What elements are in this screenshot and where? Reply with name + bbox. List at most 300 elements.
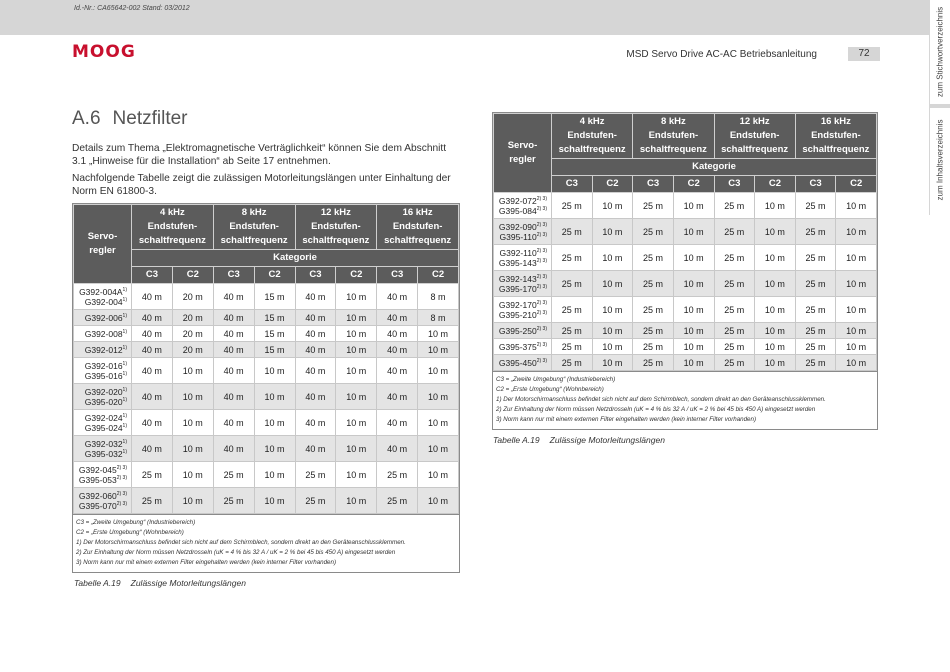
header-frequency-line: Endstufen-: [147, 221, 198, 232]
footnote-ref: 1): [122, 370, 127, 377]
cable-length-cell: 10 m: [336, 342, 377, 358]
header-category-code: C2: [336, 267, 377, 284]
device-code: G395-250: [498, 325, 537, 336]
servo-regler-cell: [74, 310, 132, 326]
device-code: G395-032: [84, 448, 123, 459]
header-frequency-line: 8 kHz: [241, 207, 267, 218]
data-table: [73, 204, 459, 514]
device-code: G395-024: [84, 422, 123, 433]
cable-length-cell: 10 m: [254, 384, 295, 410]
table-head: [74, 205, 459, 284]
footnote-ref: 2) 3): [536, 231, 547, 238]
header-frequency-line: Endstufen-: [392, 221, 443, 232]
cable-length-cell: 15 m: [254, 342, 295, 358]
header-frequency: [633, 114, 714, 159]
cable-length-cell: 10 m: [836, 193, 877, 219]
table-row: [74, 326, 459, 342]
cable-length-cell: 10 m: [418, 326, 459, 342]
cable-length-cell: 25 m: [213, 462, 254, 488]
header-frequency-line: Endstufen-: [567, 130, 617, 141]
header-category-code: C3: [795, 176, 836, 193]
device-code: G392-090: [498, 221, 537, 232]
cable-length-cell: 10 m: [418, 436, 459, 462]
cable-length-cell: 10 m: [254, 436, 295, 462]
cable-length-cell: 40 m: [213, 342, 254, 358]
cable-length-cell: 10 m: [592, 219, 633, 245]
header-category-code: C2: [592, 176, 633, 193]
footnote-ref: 1): [122, 412, 127, 419]
cable-length-cell: 10 m: [755, 355, 796, 371]
header-category-code: C3: [213, 267, 254, 284]
device-code: G392-024: [84, 412, 123, 423]
cable-length-cell: 10 m: [673, 297, 714, 323]
cable-length-cell: 25 m: [295, 488, 336, 514]
cable-length-cell: 10 m: [172, 436, 213, 462]
header-frequency-line: Endstufen-: [811, 130, 861, 141]
header-kategorie: Kategorie: [552, 159, 877, 176]
table-row: [494, 219, 877, 245]
cable-length-cell: 10 m: [592, 339, 633, 355]
header-category-code: C3: [714, 176, 755, 193]
cable-length-cell: 10 m: [336, 358, 377, 384]
cable-length-cell: 20 m: [172, 284, 213, 310]
cable-length-cell: 10 m: [836, 323, 877, 339]
cable-length-cell: 40 m: [132, 410, 173, 436]
footnote-ref: 2) 3): [536, 357, 547, 364]
cable-length-cell: 40 m: [213, 326, 254, 342]
cable-length-cell: 25 m: [377, 488, 418, 514]
header-frequency-line: schaltfrequenz: [384, 235, 452, 246]
servo-regler-cell: [494, 355, 552, 371]
cable-length-cell: 10 m: [592, 323, 633, 339]
table-intro-paragraph: Nachfolgende Tabelle zeigt die zulässigen Motorleitungslängen unter Einhaltung der Norm EN 61800-3.: [72, 173, 451, 197]
header-category-code: C3: [633, 176, 674, 193]
cable-length-cell: 8 m: [418, 284, 459, 310]
header-frequency: [132, 205, 214, 250]
cable-length-cell: 40 m: [132, 284, 173, 310]
cable-length-cell: 10 m: [755, 339, 796, 355]
footnote-ref: 2) 3): [536, 325, 547, 332]
cable-length-cell: 40 m: [377, 342, 418, 358]
table-row: [74, 384, 459, 410]
cable-length-cell: 10 m: [755, 297, 796, 323]
device-code: G392-008: [84, 328, 123, 339]
device-code: G395-450: [498, 357, 537, 368]
cable-length-cell: 10 m: [592, 245, 633, 271]
cable-length-cell: 40 m: [132, 310, 173, 326]
servo-regler-cell: [74, 284, 132, 310]
cable-length-cell: 40 m: [295, 326, 336, 342]
document-id: Id.-Nr.: CA65642-002 Stand: 03/2012: [74, 5, 190, 12]
cable-length-cell: 10 m: [755, 219, 796, 245]
table-row: [494, 271, 877, 297]
footnote-ref: 2) 3): [116, 464, 127, 471]
cable-length-cell: 10 m: [755, 193, 796, 219]
cable-length-cell: 40 m: [295, 410, 336, 436]
device-code: G392-004A: [79, 286, 123, 297]
header-corner-line: regler: [89, 245, 116, 256]
header-frequency: [714, 114, 795, 159]
cable-length-cell: 10 m: [336, 326, 377, 342]
cable-length-cell: 40 m: [377, 410, 418, 436]
header-row-kategorie: [494, 159, 877, 176]
header-servo-regler: [494, 114, 552, 193]
cable-length-cell: 10 m: [336, 310, 377, 326]
device-code: G395-016: [84, 370, 123, 381]
cable-length-cell: 10 m: [673, 193, 714, 219]
cable-length-cell: 10 m: [673, 323, 714, 339]
servo-regler-cell: [494, 219, 552, 245]
header-frequency-line: Endstufen-: [648, 130, 699, 141]
cable-length-cell: 25 m: [552, 355, 593, 371]
cable-length-cell: 40 m: [295, 358, 336, 384]
device-code: G392-072: [498, 195, 537, 206]
cable-length-cell: 25 m: [633, 245, 674, 271]
header-corner-line: regler: [509, 154, 536, 165]
cable-length-cell: 10 m: [172, 358, 213, 384]
footnote-ref: 1): [122, 396, 127, 403]
caption-text: Zulässige Motorleitungslängen: [549, 435, 665, 445]
cable-length-cell: 25 m: [714, 193, 755, 219]
cable-length-cell: 40 m: [377, 310, 418, 326]
table-body: [494, 193, 877, 371]
cable-length-cell: 10 m: [673, 219, 714, 245]
cable-length-cell: 10 m: [172, 488, 213, 514]
cable-length-cell: 10 m: [592, 297, 633, 323]
table-row: [494, 339, 877, 355]
cable-length-cell: 10 m: [836, 297, 877, 323]
servo-regler-cell: [74, 462, 132, 488]
cable-length-cell: 10 m: [592, 355, 633, 371]
tab-contents-link[interactable]: [930, 110, 950, 210]
cable-length-cell: 40 m: [132, 342, 173, 358]
header-category-code: C3: [295, 267, 336, 284]
cable-length-cell: 20 m: [172, 326, 213, 342]
cable-length-cell: 25 m: [552, 245, 593, 271]
header-category-code: C2: [836, 176, 877, 193]
footnote-ref: 1): [122, 296, 127, 303]
cable-length-cell: 40 m: [132, 326, 173, 342]
footnote-ref: 1): [122, 344, 127, 351]
cable-length-cell: 25 m: [633, 323, 674, 339]
cable-length-cell: 25 m: [795, 193, 836, 219]
device-code: G395-070: [78, 500, 117, 511]
cable-length-cell: 40 m: [295, 284, 336, 310]
cable-length-cell: 20 m: [172, 342, 213, 358]
cable-length-cell: 10 m: [836, 245, 877, 271]
cable-length-cell: 40 m: [213, 384, 254, 410]
cable-length-cell: 25 m: [795, 297, 836, 323]
top-bar: [0, 0, 950, 35]
cable-length-cell: 40 m: [377, 326, 418, 342]
cable-length-cell: 25 m: [795, 339, 836, 355]
footnote-ref: 1): [122, 286, 127, 293]
header-row-kategorie: [74, 250, 459, 267]
cable-length-cell: 10 m: [836, 355, 877, 371]
cable-length-cell: 15 m: [254, 326, 295, 342]
cable-length-cell: 40 m: [295, 384, 336, 410]
cable-length-cell: 25 m: [714, 271, 755, 297]
header-frequency: [795, 114, 876, 159]
footnote-ref: 2) 3): [536, 221, 547, 228]
header-row-category-codes: [494, 176, 877, 193]
cable-length-cell: 10 m: [418, 342, 459, 358]
device-code: G392-110: [499, 247, 537, 258]
cable-length-cell: 10 m: [418, 488, 459, 514]
servo-regler-cell: [74, 410, 132, 436]
cable-length-cell: 25 m: [714, 245, 755, 271]
cable-length-cell: 10 m: [755, 271, 796, 297]
header-frequency-line: 4 kHz: [159, 207, 185, 218]
cable-length-cell: 40 m: [377, 436, 418, 462]
cable-length-cell: 40 m: [213, 410, 254, 436]
cable-length-cell: 10 m: [336, 410, 377, 436]
section-heading: [72, 108, 188, 130]
device-code: G395-110: [499, 231, 537, 242]
table-caption: [493, 435, 665, 445]
table-footnotes: [73, 514, 459, 572]
header-category-code: C2: [418, 267, 459, 284]
footnote-ref: 1): [122, 312, 127, 319]
footnote-ref: 2) 3): [536, 341, 547, 348]
cable-length-cell: 10 m: [673, 271, 714, 297]
cable-length-cell: 10 m: [172, 410, 213, 436]
header-frequency-line: 12 kHz: [739, 116, 770, 127]
header-corner-line: Servo-: [507, 140, 538, 151]
header-frequency-line: 8 kHz: [660, 116, 686, 127]
cable-length-cell: 25 m: [795, 219, 836, 245]
device-code: G395-020: [84, 396, 123, 407]
cable-length-cell: 10 m: [836, 271, 877, 297]
header-servo-regler: [74, 205, 132, 284]
device-code: G392-016: [84, 360, 123, 371]
header-row-category-codes: [74, 267, 459, 284]
footnote-line: 3) Norm kann nur mit einem externen Filter eingehalten werden (kein interner Filter vorhanden): [76, 559, 336, 566]
table-row: [74, 284, 459, 310]
header-frequency: [377, 205, 459, 250]
servo-regler-cell: [494, 297, 552, 323]
header-frequency-line: schaltfrequenz: [721, 144, 789, 155]
header-frequency-line: 16 kHz: [402, 207, 433, 218]
cable-length-cell: 10 m: [592, 271, 633, 297]
header-category-code: C2: [755, 176, 796, 193]
cable-length-cell: 10 m: [336, 384, 377, 410]
cable-length-cell: 10 m: [836, 219, 877, 245]
cable-length-cell: 10 m: [336, 436, 377, 462]
header-kategorie: Kategorie: [132, 250, 459, 267]
cable-length-cell: 25 m: [795, 355, 836, 371]
table-row: [494, 355, 877, 371]
table-row: [494, 297, 877, 323]
header-frequency-line: Endstufen-: [311, 221, 361, 232]
cable-length-cell: 25 m: [714, 297, 755, 323]
cable-length-cell: 10 m: [254, 410, 295, 436]
footnote-ref: 2) 3): [536, 273, 547, 280]
footnote-line: 2) Zur Einhaltung der Norm müssen Netzdrosseln (uK = 4 % bis 32 A / uK = 2 % bei 45 bis 450 A) eingesetzt werden: [76, 549, 396, 556]
header-frequency-line: schaltfrequenz: [220, 235, 288, 246]
cable-length-cell: 25 m: [795, 271, 836, 297]
device-code: G395-084: [498, 205, 537, 216]
device-code: G392-012: [84, 344, 123, 355]
caption-label: Tabelle A.19: [493, 435, 540, 445]
header-frequency-line: Endstufen-: [729, 130, 780, 141]
servo-regler-cell: [494, 245, 552, 271]
cable-length-cell: 25 m: [633, 339, 674, 355]
servo-regler-cell: [74, 358, 132, 384]
cable-length-cell: 25 m: [714, 339, 755, 355]
section-title: Netzfilter: [112, 108, 188, 129]
cable-length-table-right: [492, 112, 878, 430]
section-number: A.6: [72, 108, 101, 129]
cable-length-cell: 25 m: [552, 193, 593, 219]
footnote-line: C2 = „Erste Umgebung“ (Wohnbereich): [496, 386, 604, 393]
cable-length-cell: 10 m: [172, 384, 213, 410]
cable-length-table-left: [72, 203, 460, 573]
table-body: [74, 284, 459, 514]
cable-length-cell: 10 m: [673, 355, 714, 371]
cable-length-cell: 25 m: [552, 297, 593, 323]
servo-regler-cell: [494, 323, 552, 339]
table-row: [74, 488, 459, 514]
cable-length-cell: 10 m: [336, 284, 377, 310]
servo-regler-cell: [494, 339, 552, 355]
table-row: [74, 436, 459, 462]
footnote-line: C3 = „Zweite Umgebung“ (Industriebereich): [496, 376, 616, 383]
header-corner-line: Servo-: [87, 231, 118, 242]
cable-length-cell: 40 m: [213, 358, 254, 384]
table-row: [494, 323, 877, 339]
footnote-ref: 2) 3): [116, 474, 127, 481]
cable-length-cell: 10 m: [836, 339, 877, 355]
caption-text: Zulässige Motorleitungslängen: [130, 578, 246, 588]
device-code: G395-375: [498, 341, 537, 352]
caption-label: Tabelle A.19: [74, 578, 121, 588]
cable-length-cell: 40 m: [213, 310, 254, 326]
header-frequency-line: Endstufen-: [229, 221, 279, 232]
cable-length-cell: 25 m: [633, 193, 674, 219]
cable-length-cell: 10 m: [254, 488, 295, 514]
cable-length-cell: 20 m: [172, 310, 213, 326]
cable-length-cell: 10 m: [673, 245, 714, 271]
footnote-ref: 1): [122, 386, 127, 393]
tab-index-link[interactable]: [930, 0, 950, 103]
manual-title: MSD Servo Drive AC-AC Betriebsanleitung: [626, 49, 817, 60]
footnote-line: 1) Der Motorschirmanschluss befindet sich nicht auf dem Schirmblech, sondern direkt an den Geräteanschlussklemmen.: [496, 396, 826, 403]
device-code: G392-006: [84, 312, 123, 323]
device-code: G392-143: [498, 273, 537, 284]
footnote-ref: 2) 3): [536, 299, 547, 306]
side-tab-separator: [930, 104, 950, 108]
header-category-code: C2: [254, 267, 295, 284]
servo-regler-cell: [74, 326, 132, 342]
device-code: G392-045: [78, 464, 117, 475]
table-head: [494, 114, 877, 193]
cable-length-cell: 25 m: [633, 219, 674, 245]
header-frequency-line: schaltfrequenz: [302, 235, 370, 246]
cable-length-cell: 25 m: [132, 488, 173, 514]
cable-length-cell: 15 m: [254, 310, 295, 326]
moog-logo: MOOG: [72, 42, 136, 62]
servo-regler-cell: [74, 488, 132, 514]
device-code: G395-210: [498, 309, 537, 320]
footnote-ref: 2) 3): [116, 490, 127, 497]
table-row: [494, 245, 877, 271]
cable-length-cell: 10 m: [254, 462, 295, 488]
table-row: [74, 310, 459, 326]
footnote-ref: 2) 3): [536, 247, 547, 254]
footnote-line: 2) Zur Einhaltung der Norm müssen Netzdrosseln (uK = 4 % bis 32 A / uK = 2 % bei 45 bis 450 A) eingesetzt werden: [496, 406, 816, 413]
header-frequency-line: 16 kHz: [820, 116, 851, 127]
cable-length-cell: 25 m: [377, 462, 418, 488]
cable-length-cell: 25 m: [132, 462, 173, 488]
tab-index-label: zum Stichwortverzeichnis: [935, 6, 945, 97]
cable-length-cell: 40 m: [377, 284, 418, 310]
device-code: G392-170: [498, 299, 537, 310]
cable-length-cell: 10 m: [673, 339, 714, 355]
cable-length-cell: 25 m: [633, 355, 674, 371]
header-row-frequency: [74, 205, 459, 250]
cable-length-cell: 10 m: [172, 462, 213, 488]
footnote-ref: 2) 3): [536, 195, 547, 202]
cable-length-cell: 40 m: [295, 310, 336, 326]
cable-length-cell: 25 m: [552, 271, 593, 297]
footnote-ref: 2) 3): [536, 283, 547, 290]
cable-length-cell: 25 m: [795, 323, 836, 339]
header-frequency: [552, 114, 633, 159]
cable-length-cell: 40 m: [132, 436, 173, 462]
header-category-code: C2: [172, 267, 213, 284]
cable-length-cell: 10 m: [418, 384, 459, 410]
header-row-frequency: [494, 114, 877, 159]
table-row: [74, 358, 459, 384]
footnote-ref: 2) 3): [536, 309, 547, 316]
footnote-ref: 1): [122, 422, 127, 429]
cable-length-cell: 10 m: [592, 193, 633, 219]
table-footnotes: [493, 371, 877, 429]
table-row: [74, 342, 459, 358]
cable-length-cell: 8 m: [418, 310, 459, 326]
footnote-ref: 2) 3): [116, 500, 127, 507]
footnote-line: C2 = „Erste Umgebung“ (Wohnbereich): [76, 529, 184, 536]
table-row: [74, 410, 459, 436]
table-row: [74, 462, 459, 488]
header-frequency-line: 4 kHz: [579, 116, 605, 127]
cable-length-cell: 10 m: [336, 488, 377, 514]
cable-length-cell: 10 m: [755, 323, 796, 339]
header-frequency-line: 12 kHz: [320, 207, 351, 218]
header-frequency-line: schaltfrequenz: [558, 144, 626, 155]
device-code: G392-004: [84, 296, 123, 307]
servo-regler-cell: [494, 271, 552, 297]
page-number: 72: [848, 47, 880, 61]
cable-length-cell: 10 m: [418, 358, 459, 384]
footnote-line: 3) Norm kann nur mit einem externen Filter eingehalten werden (kein interner Filter vorhanden): [496, 416, 756, 423]
device-code: G392-032: [84, 438, 123, 449]
servo-regler-cell: [74, 384, 132, 410]
cable-length-cell: 25 m: [714, 219, 755, 245]
cable-length-cell: 40 m: [377, 384, 418, 410]
cable-length-cell: 25 m: [714, 323, 755, 339]
cable-length-cell: 25 m: [795, 245, 836, 271]
cable-length-cell: 10 m: [755, 245, 796, 271]
cable-length-cell: 25 m: [552, 339, 593, 355]
cable-length-cell: 40 m: [295, 436, 336, 462]
cable-length-cell: 25 m: [633, 297, 674, 323]
cable-length-cell: 10 m: [418, 410, 459, 436]
header-category-code: C3: [132, 267, 173, 284]
device-code: G395-170: [498, 283, 537, 294]
cable-length-cell: 40 m: [213, 284, 254, 310]
